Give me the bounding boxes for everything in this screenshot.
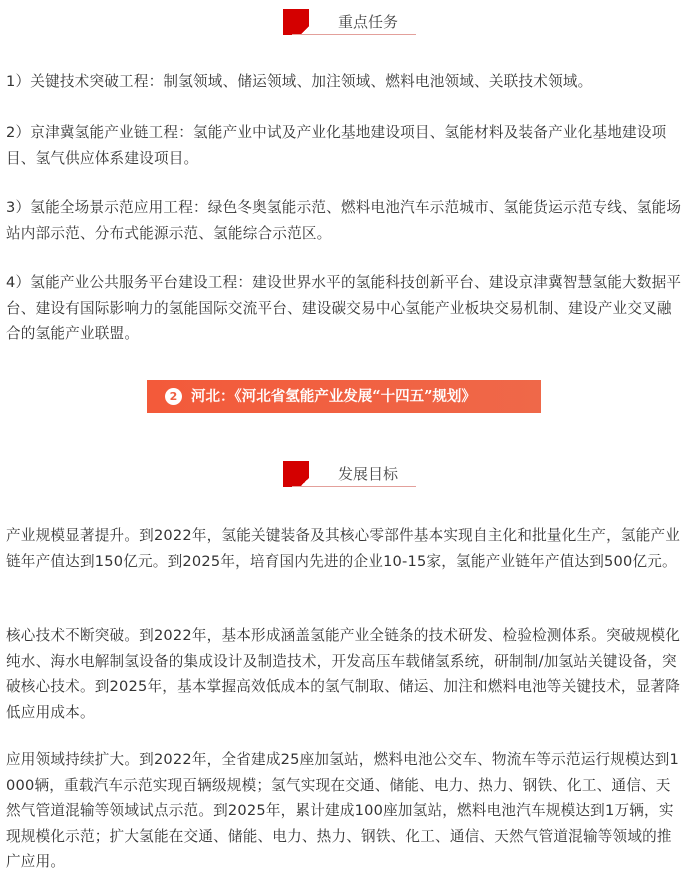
banner-text: 河北：《河北省氢能产业发展“十四五”规划》 (191, 388, 476, 405)
paragraph: 应用领域持续扩大。到2022年，全省建成25座加氢站，燃料电池公交车、物流车等示范运行规模达到1000辆，重载汽车示范实现百辆级规模；氢气实现在交通、储能、电力、热力、钢铁、化工、通信、天然气管道混输等领域试点示范。到2025年，累计建成100座加氢站，燃料电池汽车规模达到1万辆，实现规模化示范；扩大氢能在交通、储能、电力、热力、钢铁、化工、通信、天然气管道混输等领域的推广应用。 (6, 751, 679, 871)
red-square-icon (283, 461, 309, 487)
paragraph: 核心技术不断突破。到2022年，基本形成涵盖氢能产业全链条的技术研发、检验检测体系。突破规模化纯水、海水电解制氢设备的集成设计及制造技术，开发高压车载储氢系统，研制制/加氢站关键设备，突破核心技术。到2025年，基本掌握高效低成本的氢气制取、储运、加注和燃料电池等关键技术，显著降低应用成本。 (6, 627, 681, 721)
paragraph: 1）关键技术突破工程：制氢领域、储运领域、加注领域、燃料电池领域、关联技术领域。 (6, 73, 593, 90)
section-title: 发展目标 (338, 465, 399, 483)
section-header-key-tasks (0, 5, 688, 45)
region-banner (147, 380, 541, 413)
paragraph: 产业规模显著提升。到2022年，氢能关键装备及其核心零部件基本实现自主化和批量化生产，氢能产业链年产值达到150亿元。到2025年，培育国内先进的企业10-15家，氢能产业链年产值达到500亿元。 (6, 527, 681, 570)
banner-number: 2 (165, 388, 182, 405)
section-title: 重点任务 (338, 13, 399, 31)
section-header-goals (0, 457, 688, 497)
section-underline (292, 486, 416, 487)
paragraph: 2）京津冀氢能产业链工程：氢能产业中试及产业化基地建设项目、氢能材料及装备产业化基地建设项目、氢气供应体系建设项目。 (6, 124, 667, 167)
red-square-icon (283, 9, 309, 35)
section-underline (292, 34, 416, 35)
paragraph: 4）氢能产业公共服务平台建设工程：建设世界水平的氢能科技创新平台、建设京津冀智慧氢能大数据平台、建设有国际影响力的氢能国际交流平台、建设碳交易中心氢能产业板块交易机制、建设产业交叉融合的氢能产业联盟。 (6, 274, 682, 343)
paragraph: 3）氢能全场景示范应用工程：绿色冬奥氢能示范、燃料电池汽车示范城市、氢能货运示范专线、氢能场站内部示范、分布式能源示范、氢能综合示范区。 (6, 199, 682, 242)
